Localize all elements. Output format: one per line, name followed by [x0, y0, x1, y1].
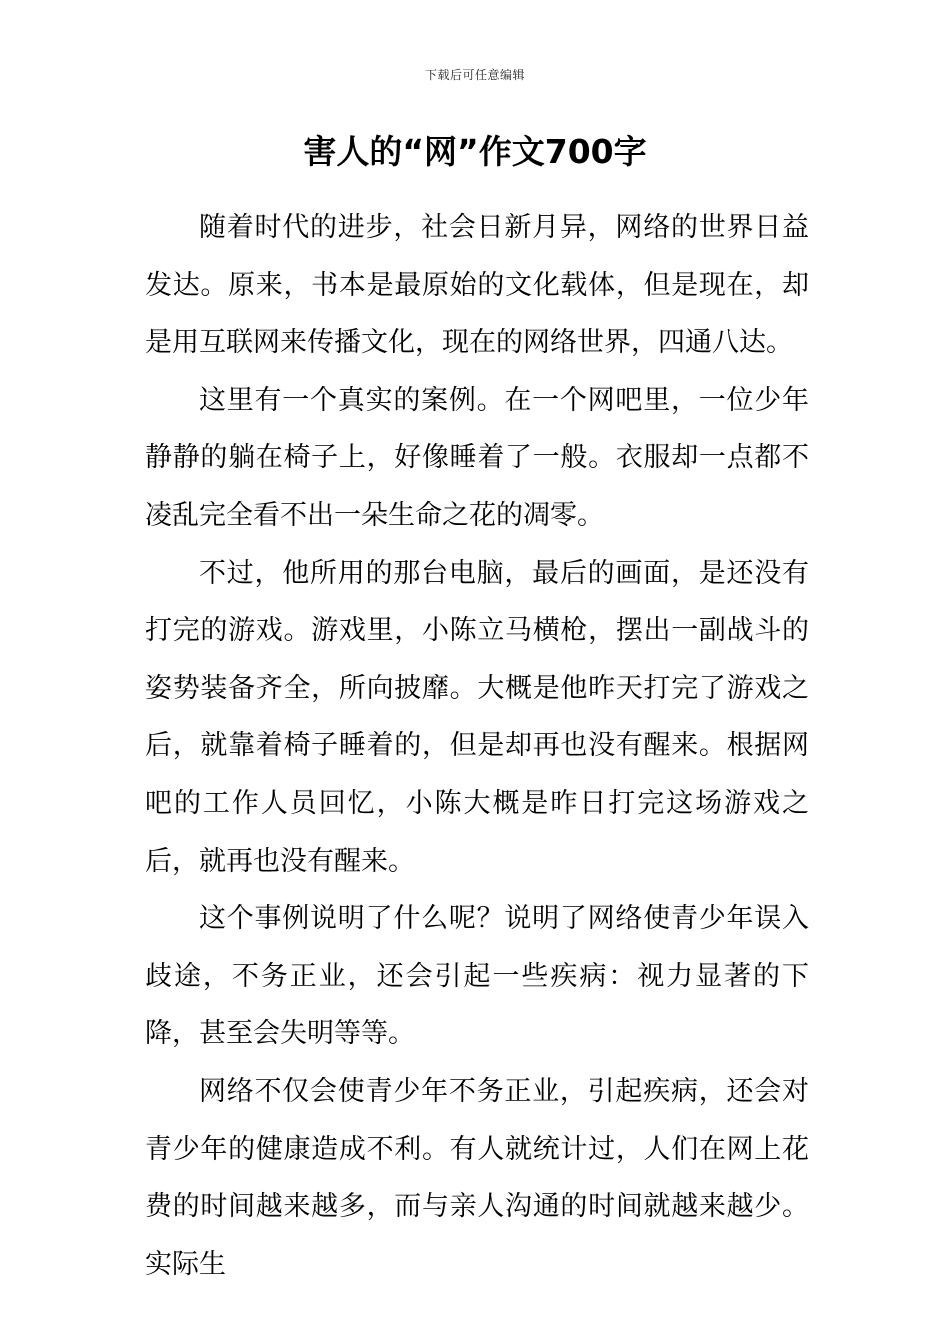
- paragraph-2: 这里有一个真实的案例。在一个网吧里，一位少年静静的躺在椅子上，好像睡着了一般。衣服却一点都不凌乱完全看不出一朵生命之花的凋零。: [145, 384, 809, 531]
- document-body: [145, 199, 809, 1293]
- document-title: 害人的“网”作文700字: [303, 132, 647, 171]
- header-note: 下载后可任意编辑: [424, 68, 525, 82]
- paragraph-3: 不过，他所用的那台电脑，最后的画面，是还没有打完的游戏。游戏里，小陈立马横枪，摆出一副战斗的姿势装备齐全，所向披靡。大概是他昨天打完了游戏之后，就靠着椅子睡着的，但是却再也没有醒来。根据网吧的工作人员回忆，小陈大概是昨日打完这场游戏之后，就再也没有醒来。: [145, 557, 809, 877]
- paragraph-5: 网络不仅会使青少年不务正业，引起疾病，还会对青少年的健康造成不利。有人就统计过，人们在网上花费的时间越来越多，而与亲人沟通的时间就越来越少。实际生: [145, 1075, 809, 1280]
- paragraph-1: 随着时代的进步，社会日新月异，网络的世界日益发达。原来，书本是最原始的文化载体，但是现在，却是用互联网来传播文化，现在的网络世界，四通八达。: [145, 212, 809, 359]
- paragraph-4: 这个事例说明了什么呢？说明了网络使青少年误入歧途，不务正业，还会引起一些疾病：视力显著的下降，甚至会失明等等。: [145, 903, 809, 1050]
